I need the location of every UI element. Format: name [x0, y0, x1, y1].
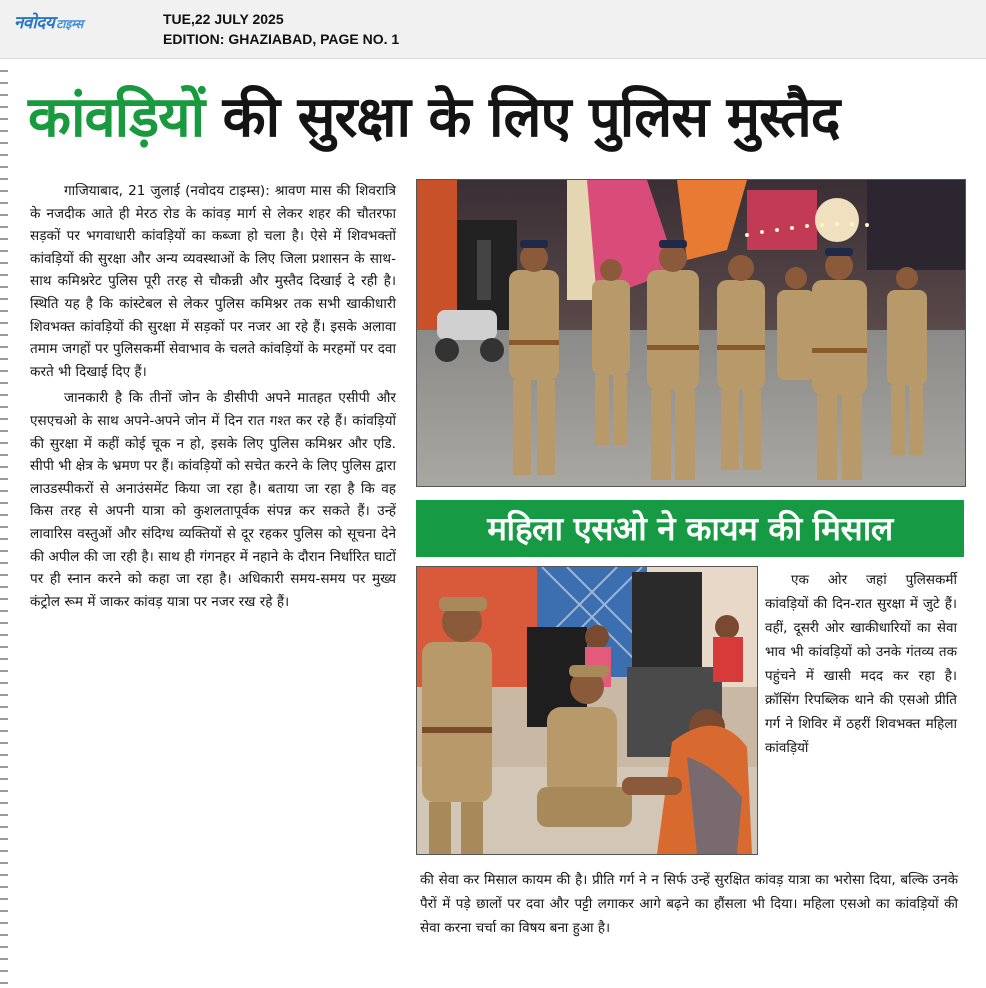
logo-sub-text: टाइम्स [56, 17, 84, 31]
epaper-header-bar [0, 0, 986, 59]
headline-rest: की सुरक्षा के लिए पुलिस मुस्तैद [222, 85, 840, 150]
police-patrol-photo [416, 179, 966, 487]
page-border-marks [0, 60, 8, 988]
logo-main-text: नवोदय [14, 13, 55, 33]
edition-page: EDITION: GHAZIABAD, PAGE NO. 1 [163, 31, 400, 47]
woman-so-photo [416, 566, 758, 855]
article-paragraph-2: जानकारी है कि तीनों जोन के डीसीपी अपने मातहत एसीपी और एसएचओ के साथ अपने-अपने जोन में दिन रात गश्त कर रहे हैं। कांवड़ियों की सुरक्षा में कहीं कोई चूक न हो, इसके लिए पुलिस कमिश्नर और एडि. सीपी भी क्षेत्र के भ्रमण पर हैं। कांवड़ियों को सचेत करने के लिए पुलिस द्वारा लाउडस्पीकरों से अनाउंसमेंट किया जा रहा है। बताया जा रहा है कि वह किस तरह से अपनी यात्रा को कुशलतापूर्वक संपन्न कर सकते हैं। उन्हें लावारिस वस्तुओं और संदिग्ध व्यक्तियों से दूर रहकर पुलिस को सूचना देने की अपील की जा रही है। साथ ही गंगनहर में नहाने के दौरान निर्धारित घाटों पर ही स्नान करने को कहा जा रहा है। अधिकारी समय-समय पर मुख्य कंट्रोल रूम में जाकर कांवड़ यात्रा पर नजर रख रहे हैं। [30, 390, 396, 610]
article-body-column [30, 180, 396, 970]
article-paragraph-1: गाजियाबाद, 21 जुलाई (नवोदय टाइम्स): श्रावण मास की शिवरात्रि के नजदीक आते ही मेरठ रोड के कांवड़ मार्ग से लेकर शहर की चौतरफा सड़कों पर भगवाधारी कांवड़ियों का कब्जा हो चला है। ऐसे में शिवभक्तों कांवड़ियों की सुरक्षा और अन्य व्यवस्थाओं के लिए जिला प्रशासन के साथ-साथ कमिश्नरेट पुलिस पूरी तरह से चौकन्नी और मुस्तैद दिखाई दे रही है। स्थिति यह है कि कांस्टेबल से लेकर पुलिस कमिश्नर तक सभी खाकीधारी शिवभक्त कांवड़ियों की सुरक्षा में सड़कों पर नजर आ रहे हैं। इसके अलावा तमाम जगहों पर पुलिसकर्मी सेवाभाव के चलते कांवड़ियों के मरहमों पर दवा करते भी दिखाई दिए हैं। [30, 183, 396, 380]
edition-info [163, 9, 399, 49]
article-headline [28, 78, 958, 158]
publish-date: TUE,22 JULY 2025 [163, 11, 284, 27]
headline-highlight: कांवड़ियों [28, 85, 205, 150]
sidebar-subheadline: महिला एसओ ने कायम की मिसाल [416, 500, 964, 557]
sidebar-text-bottom: की सेवा कर मिसाल कायम की है। प्रीति गर्ग ने न सिर्फ उन्हें सुरक्षित कांवड़ यात्रा का भरोसा दिया, बल्कि उनके पैरों में पड़े छालों पर दवा और पट्टी लगाकर आगे बढ़ने का हौंसला भी दिया। महिला एसओ का कांवड़ियों की सेवा करना चर्चा का विषय बना हुआ है। [420, 872, 958, 936]
newspaper-logo[interactable] [14, 10, 83, 34]
sidebar-text-top: एक ओर जहां पुलिसकर्मी कांवड़ियों की दिन-रात सुरक्षा में जुटे हैं। वहीं, दूसरी ओर खाकीधारियों का सेवा भाव भी कांवड़ियों को उनके गंतव्य तक पहुंचने में खासी मदद कर रहा है। क्रॉसिंग रिपब्लिक थाने की एसओ प्रीति गर्ग ने शिविर में ठहरीं शिवभक्त महिला कांवड़ियों [765, 572, 957, 756]
